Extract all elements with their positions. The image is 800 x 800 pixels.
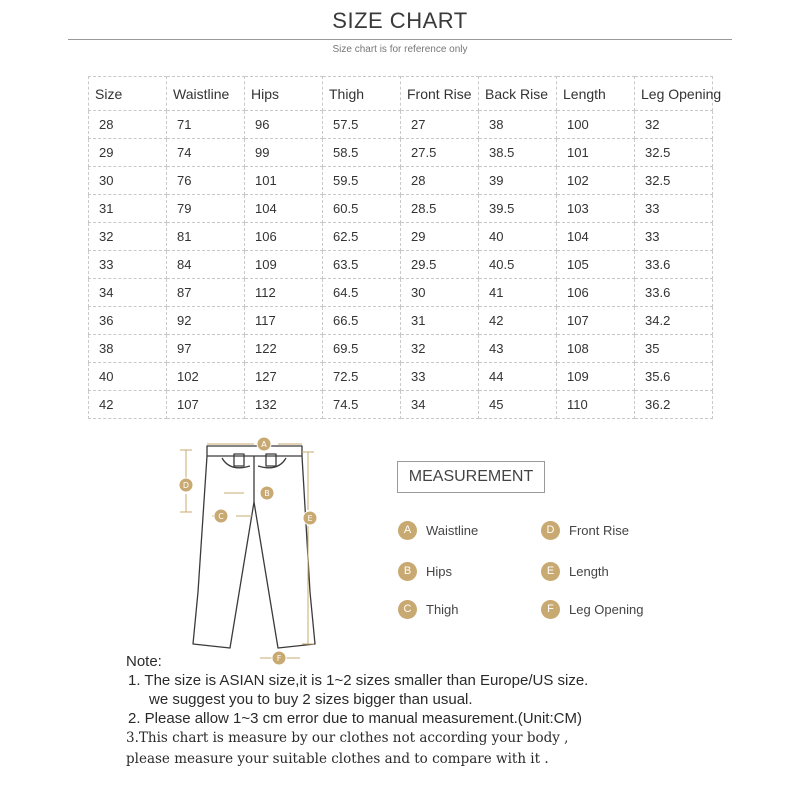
size-table xyxy=(88,76,722,419)
legend-badge-a: A xyxy=(398,521,417,540)
table-row xyxy=(89,307,713,335)
page-subtitle: Size chart is for reference only xyxy=(332,44,468,55)
legend-badge-e: E xyxy=(541,562,560,581)
table-cell: 29 xyxy=(401,223,479,251)
legend-badge-d: D xyxy=(541,521,560,540)
table-cell: 42 xyxy=(89,391,167,419)
table-cell: 32 xyxy=(635,111,713,139)
table-cell: 71 xyxy=(167,111,245,139)
table-cell: 38 xyxy=(89,335,167,363)
pants-diagram xyxy=(160,432,350,672)
marker-d-label: D xyxy=(182,481,190,490)
table-cell: 33.6 xyxy=(635,251,713,279)
table-cell: 84 xyxy=(167,251,245,279)
table-row xyxy=(89,335,713,363)
table-cell: 99 xyxy=(245,139,323,167)
table-cell: 109 xyxy=(557,363,635,391)
marker-c xyxy=(214,509,228,523)
table-cell: 33 xyxy=(89,251,167,279)
note-line-2: 2. Please allow 1~3 cm error due to manual measurement.(Unit:CM) xyxy=(128,710,582,727)
table-cell: 110 xyxy=(557,391,635,419)
note-line-1b: we suggest you to buy 2 sizes bigger than usual. xyxy=(149,691,473,708)
table-header-cell: Front Rise xyxy=(401,77,479,111)
marker-d xyxy=(179,478,193,492)
table-cell: 103 xyxy=(557,195,635,223)
page-title: SIZE CHART xyxy=(332,8,468,33)
legend-item-hips xyxy=(398,560,452,582)
note-line-1: 1. The size is ASIAN size,it is 1~2 sizes smaller than Europe/US size. xyxy=(128,672,589,689)
legend-label-waistline: Waistline xyxy=(426,522,479,538)
table-cell: 132 xyxy=(245,391,323,419)
table-cell: 108 xyxy=(557,335,635,363)
table-row xyxy=(89,363,713,391)
table-cell: 28 xyxy=(401,167,479,195)
table-cell: 34 xyxy=(89,279,167,307)
table-cell: 76 xyxy=(167,167,245,195)
table-cell: 39.5 xyxy=(479,195,557,223)
table-cell: 32 xyxy=(89,223,167,251)
table-cell: 106 xyxy=(245,223,323,251)
table-row xyxy=(89,279,713,307)
table-header-cell: Back Rise xyxy=(479,77,557,111)
legend-label-hips: Hips xyxy=(426,563,453,579)
table-header-cell: Hips xyxy=(245,77,323,111)
table-cell: 33 xyxy=(635,223,713,251)
table-cell: 69.5 xyxy=(323,335,401,363)
table-cell: 31 xyxy=(401,307,479,335)
legend-item-front-rise xyxy=(541,519,629,541)
table-cell: 117 xyxy=(245,307,323,335)
table-cell: 42 xyxy=(479,307,557,335)
table-cell: 97 xyxy=(167,335,245,363)
table-cell: 58.5 xyxy=(323,139,401,167)
table-cell: 62.5 xyxy=(323,223,401,251)
table-cell: 81 xyxy=(167,223,245,251)
table-cell: 57.5 xyxy=(323,111,401,139)
note-line-3: 3.This chart is measure by our clothes not according your body , xyxy=(126,730,569,746)
table-cell: 74 xyxy=(167,139,245,167)
note-line-3b: please measure your suitable clothes and to compare with it . xyxy=(126,751,549,767)
marker-b xyxy=(260,486,274,500)
marker-a xyxy=(257,437,271,451)
marker-a-label: A xyxy=(261,440,267,449)
marker-f-label: F xyxy=(276,654,282,663)
table-cell: 112 xyxy=(245,279,323,307)
legend-badge-b: B xyxy=(398,562,417,581)
table-cell: 35.6 xyxy=(635,363,713,391)
table-cell: 60.5 xyxy=(323,195,401,223)
table-cell: 102 xyxy=(557,167,635,195)
table-cell: 107 xyxy=(167,391,245,419)
table-cell: 39 xyxy=(479,167,557,195)
table-cell: 32.5 xyxy=(635,139,713,167)
legend-item-waistline xyxy=(398,519,478,541)
table-cell: 31 xyxy=(89,195,167,223)
table-header-cell: Length xyxy=(557,77,635,111)
table-cell: 104 xyxy=(557,223,635,251)
table-cell: 40 xyxy=(89,363,167,391)
table-cell: 87 xyxy=(167,279,245,307)
table-cell: 41 xyxy=(479,279,557,307)
table-cell: 34 xyxy=(401,391,479,419)
table-row xyxy=(89,223,713,251)
table-cell: 43 xyxy=(479,335,557,363)
table-row xyxy=(89,195,713,223)
table-cell: 36 xyxy=(89,307,167,335)
table-header-cell: Leg Opening xyxy=(635,77,713,111)
table-cell: 107 xyxy=(557,307,635,335)
table-cell: 28.5 xyxy=(401,195,479,223)
table-cell: 38.5 xyxy=(479,139,557,167)
legend-badge-c: C xyxy=(398,600,417,619)
table-cell: 104 xyxy=(245,195,323,223)
table-cell: 35 xyxy=(635,335,713,363)
table-cell: 32.5 xyxy=(635,167,713,195)
table-cell: 33.6 xyxy=(635,279,713,307)
table-row xyxy=(89,251,713,279)
legend-item-leg-opening xyxy=(541,598,643,620)
notes-heading: Note: xyxy=(126,653,162,670)
table-cell: 122 xyxy=(245,335,323,363)
table-cell: 100 xyxy=(557,111,635,139)
measurement-heading: MEASUREMENT xyxy=(397,461,545,493)
table-cell: 27 xyxy=(401,111,479,139)
table-cell: 29 xyxy=(89,139,167,167)
marker-e-label: E xyxy=(307,514,313,523)
legend-item-length xyxy=(541,560,609,582)
table-row xyxy=(89,167,713,195)
marker-c-label: C xyxy=(218,512,224,521)
table-row xyxy=(89,139,713,167)
table-cell: 38 xyxy=(479,111,557,139)
table-cell: 101 xyxy=(245,167,323,195)
legend-item-thigh xyxy=(398,598,459,620)
legend-label-length: Length xyxy=(569,563,609,579)
table-cell: 36.2 xyxy=(635,391,713,419)
table-row xyxy=(89,391,713,419)
table-cell: 109 xyxy=(245,251,323,279)
table-cell: 32 xyxy=(401,335,479,363)
table-cell: 40 xyxy=(479,223,557,251)
table-cell: 74.5 xyxy=(323,391,401,419)
table-cell: 102 xyxy=(167,363,245,391)
table-cell: 59.5 xyxy=(323,167,401,195)
legend-label-front-rise: Front Rise xyxy=(569,522,629,538)
table-cell: 45 xyxy=(479,391,557,419)
table-cell: 44 xyxy=(479,363,557,391)
table-cell: 127 xyxy=(245,363,323,391)
table-cell: 34.2 xyxy=(635,307,713,335)
table-cell: 64.5 xyxy=(323,279,401,307)
table-header-cell: Size xyxy=(89,77,167,111)
table-cell: 33 xyxy=(401,363,479,391)
marker-b-label: B xyxy=(264,489,270,498)
legend-label-thigh: Thigh xyxy=(426,601,459,617)
table-cell: 92 xyxy=(167,307,245,335)
legend-badge-f: F xyxy=(541,600,560,619)
table-cell: 30 xyxy=(401,279,479,307)
table-cell: 33 xyxy=(635,195,713,223)
notes-section xyxy=(126,652,766,770)
table-cell: 28 xyxy=(89,111,167,139)
table-header-cell: Waistline xyxy=(167,77,245,111)
table-cell: 27.5 xyxy=(401,139,479,167)
table-header-row xyxy=(89,77,713,111)
table-header-cell: Thigh xyxy=(323,77,401,111)
table-cell: 30 xyxy=(89,167,167,195)
table-cell: 72.5 xyxy=(323,363,401,391)
table-cell: 29.5 xyxy=(401,251,479,279)
table-cell: 106 xyxy=(557,279,635,307)
table-row xyxy=(89,111,713,139)
table-cell: 63.5 xyxy=(323,251,401,279)
table-cell: 96 xyxy=(245,111,323,139)
title-divider xyxy=(68,39,732,40)
legend-label-leg-opening: Leg Opening xyxy=(569,601,644,617)
table-cell: 40.5 xyxy=(479,251,557,279)
table-cell: 66.5 xyxy=(323,307,401,335)
marker-e xyxy=(303,511,317,525)
table-cell: 105 xyxy=(557,251,635,279)
table-cell: 101 xyxy=(557,139,635,167)
table-cell: 79 xyxy=(167,195,245,223)
